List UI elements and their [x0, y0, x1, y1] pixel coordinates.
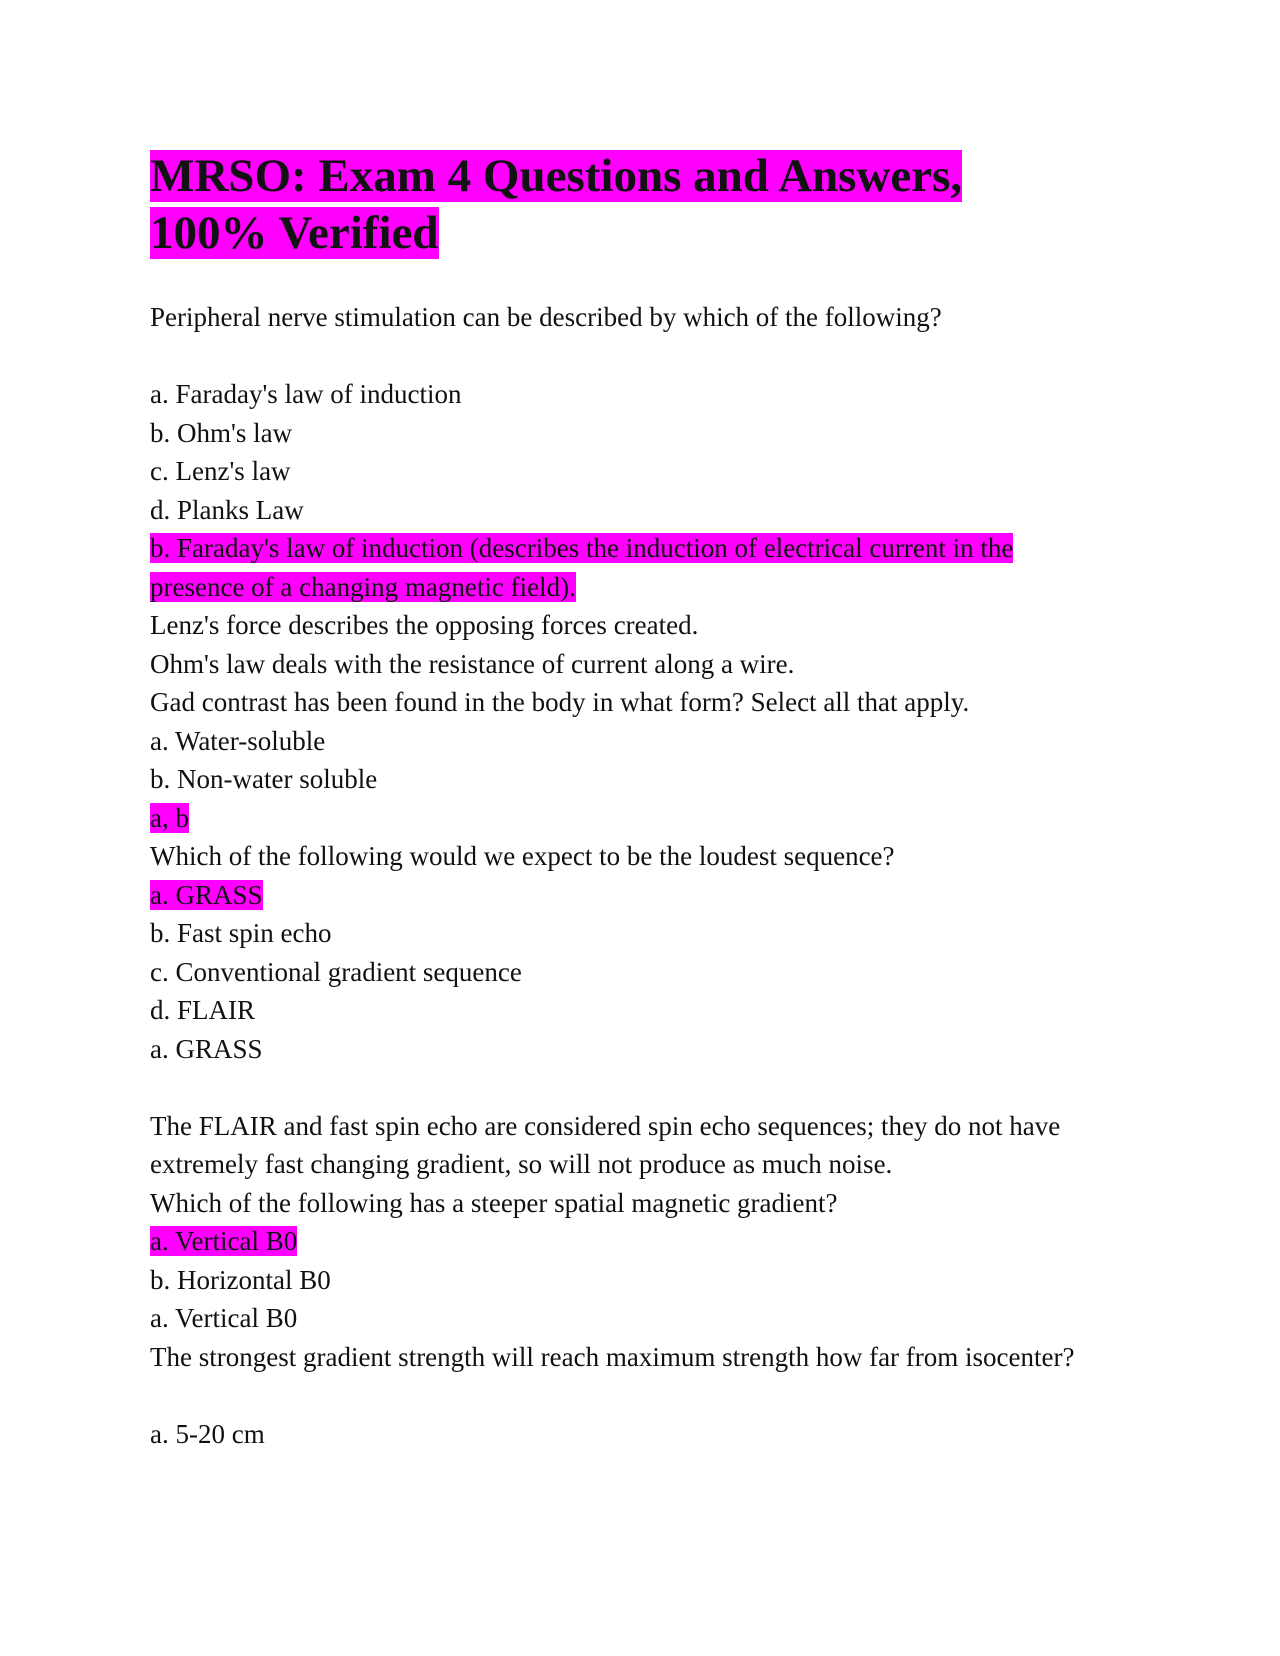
text-line	[150, 414, 1110, 453]
line-text: Lenz's force describes the opposing forces created.	[150, 610, 699, 640]
line-text: a. Water-soluble	[150, 725, 326, 756]
blank-line	[150, 1376, 1110, 1415]
text-line	[150, 1415, 1110, 1454]
line-text: Ohm's law deals with the resistance of current along a wire.	[150, 648, 795, 679]
text-line	[150, 645, 1110, 684]
answer-line	[150, 799, 1110, 838]
text-line	[150, 1261, 1110, 1300]
document-body	[150, 298, 1110, 1453]
line-text: b. Non-water soluble	[150, 764, 378, 794]
text-line	[150, 491, 1110, 530]
highlighted-answer-text: a, b	[150, 802, 189, 833]
text-line	[150, 452, 1110, 491]
answer-line	[150, 529, 1110, 606]
blank-line	[150, 1068, 1110, 1107]
text-line	[150, 1338, 1110, 1377]
highlighted-answer-text: b. Faraday's law of induction (describes the induction of electrical current in the presence of a changing magnetic field).	[150, 533, 1014, 602]
line-text: Which of the following would we expect to be the loudest sequence?	[150, 841, 895, 871]
line-text: Peripheral nerve stimulation can be described by which of the following?	[150, 302, 942, 332]
text-line	[150, 1184, 1110, 1223]
text-line	[150, 991, 1110, 1030]
line-text: a. GRASS	[150, 1033, 263, 1064]
line-text: Gad contrast has been found in the body in what form? Select all that apply.	[150, 687, 970, 717]
text-line	[150, 837, 1110, 876]
line-text: Which of the following has a steeper spatial magnetic gradient?	[150, 1187, 838, 1218]
line-text: a. 5-20 cm	[150, 1418, 265, 1449]
line-text: c. Conventional gradient sequence	[150, 956, 522, 987]
text-line	[150, 722, 1110, 761]
answer-line	[150, 876, 1110, 915]
line-text: d. Planks Law	[150, 494, 304, 525]
text-line	[150, 298, 1110, 337]
highlighted-answer-text: a. Vertical B0	[150, 1226, 298, 1256]
text-line	[150, 953, 1110, 992]
text-line	[150, 914, 1110, 953]
text-line	[150, 1107, 1110, 1184]
text-line	[150, 760, 1110, 799]
line-text: b. Fast spin echo	[150, 918, 332, 948]
blank-line	[150, 337, 1110, 376]
line-text: b. Horizontal B0	[150, 1264, 331, 1295]
document-content	[150, 148, 1110, 1453]
text-line	[150, 683, 1110, 722]
text-line	[150, 375, 1110, 414]
line-text: The strongest gradient strength will reach maximum strength how far from isocenter?	[150, 1341, 1075, 1372]
title-highlight: MRSO: Exam 4 Questions and Answers, 100% Verified	[150, 150, 963, 259]
line-text: c. Lenz's law	[150, 456, 291, 486]
document-title	[150, 148, 1050, 262]
line-text: a. Vertical B0	[150, 1303, 298, 1333]
line-text: d. FLAIR	[150, 995, 256, 1025]
line-text: b. Ohm's law	[150, 417, 293, 448]
line-text: a. Faraday's law of induction	[150, 379, 462, 409]
text-line	[150, 1299, 1110, 1338]
text-line	[150, 1030, 1110, 1069]
highlighted-answer-text: a. GRASS	[150, 879, 263, 910]
answer-line	[150, 1222, 1110, 1261]
line-text: The FLAIR and fast spin echo are considered spin echo sequences; they do not have extremely fast changing gradient, so will not produce as much noise.	[150, 1110, 1061, 1179]
text-line	[150, 606, 1110, 645]
